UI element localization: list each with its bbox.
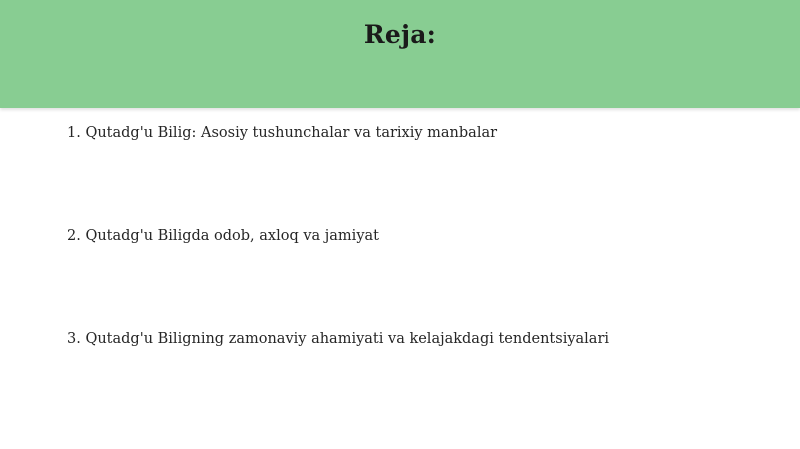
plan-item: 1. Qutadg'u Bilig: Asosiy tushunchalar va tarixiy manbalar <box>67 125 498 141</box>
plan-item: 2. Qutadg'u Biligda odob, axloq va jamiyat <box>67 228 379 244</box>
slide-title: Reja: <box>363 20 437 49</box>
slide-header-band <box>0 0 800 108</box>
plan-item: 3. Qutadg'u Biligning zamonaviy ahamiyati va kelajakdagi tendentsiyalari <box>67 331 610 347</box>
